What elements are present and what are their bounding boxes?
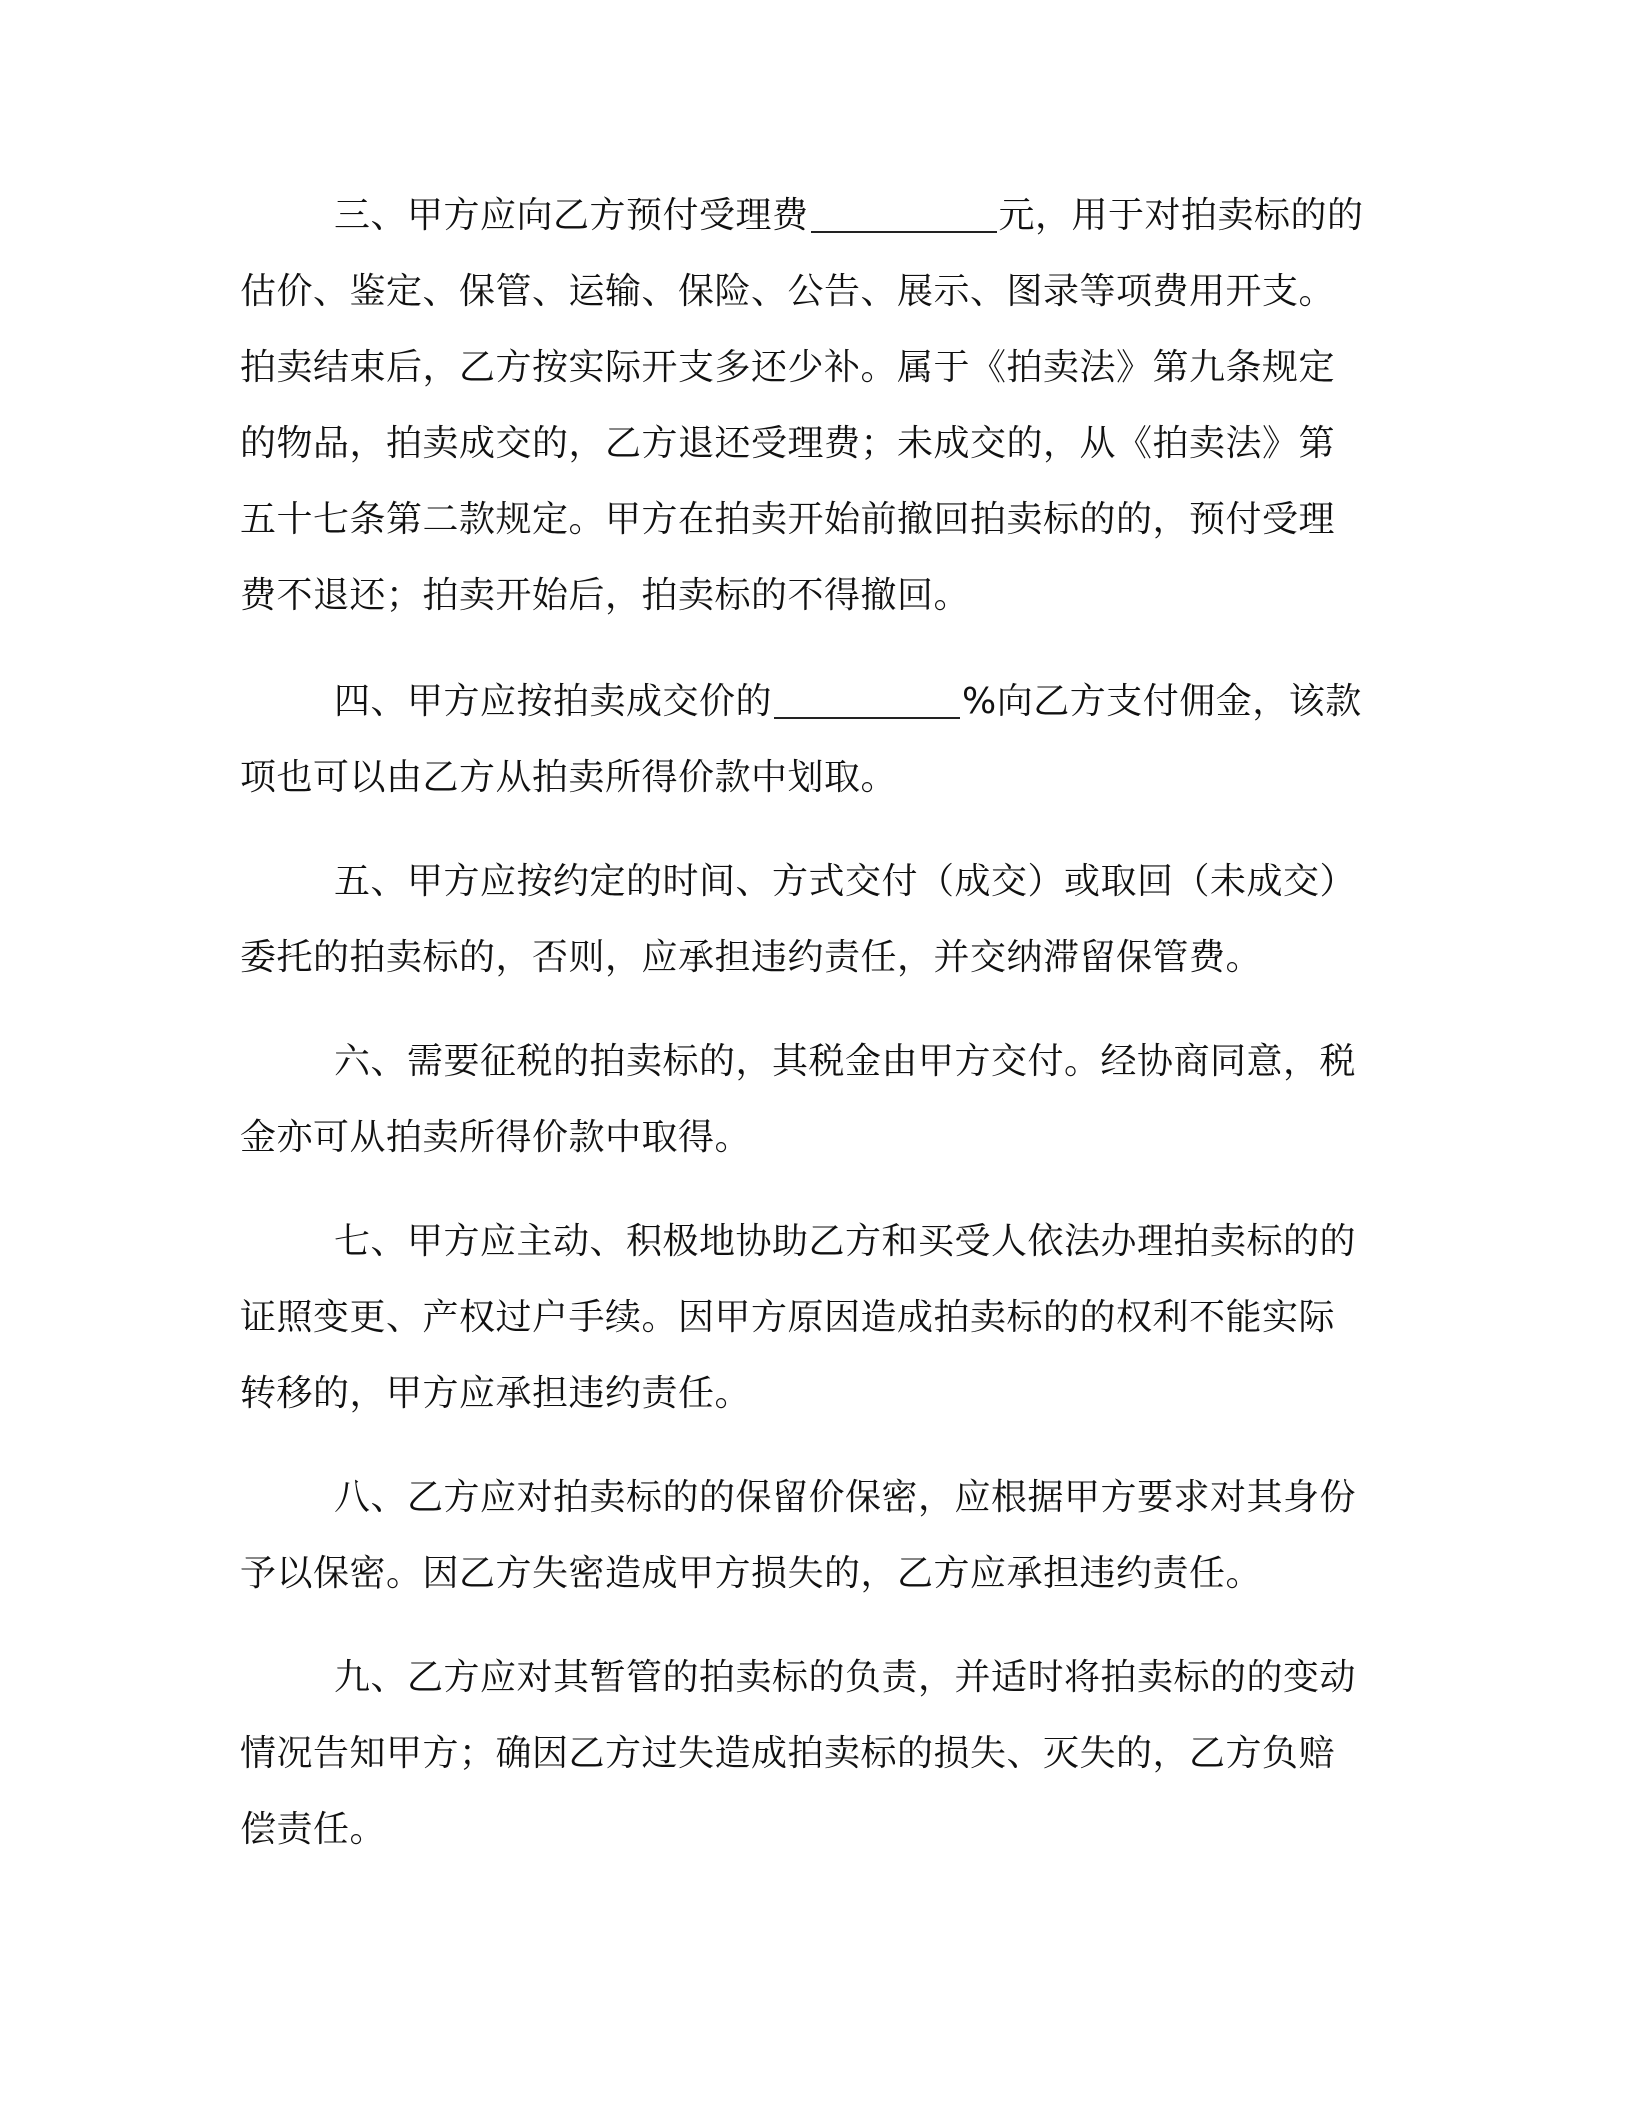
clause-9-line-3: 偿责任。 (240, 1809, 387, 1850)
clause-6-line-1: 六、需要征税的拍卖标的，其税金由甲方交付。经协商同意，税 (334, 1041, 1357, 1082)
clause-3-line-5: 五十七条第二款规定。甲方在拍卖开始前撤回拍卖标的的，预付受理 (240, 499, 1336, 540)
clause-3-line-2: 估价、鉴定、保管、运输、保险、公告、展示、图录等项费用开支。 (240, 271, 1336, 312)
clause-8-line-1: 八、乙方应对拍卖标的的保留价保密，应根据甲方要求对其身份 (334, 1477, 1357, 1518)
clause-8-line-2: 予以保密。因乙方失密造成甲方损失的，乙方应承担违约责任。 (240, 1553, 1263, 1594)
clause-7-line-3: 转移的，甲方应承担违约责任。 (240, 1373, 752, 1414)
clause-3-line-6: 费不退还；拍卖开始后，拍卖标的不得撤回。 (240, 575, 971, 616)
commission-rate-blank (774, 677, 960, 719)
clause-3-line-3: 拍卖结束后，乙方按实际开支多还少补。属于《拍卖法》第九条规定 (240, 347, 1336, 388)
clause-3-text-before-blank: 三、甲方应向乙方预付受理费 (334, 195, 809, 236)
clause-4-line-1 (334, 672, 1362, 732)
clause-3-line-1 (334, 186, 1364, 246)
clause-4-text-after-blank: %向乙方支付佣金，该款 (962, 681, 1362, 722)
clause-7-line-1: 七、甲方应主动、积极地协助乙方和买受人依法办理拍卖标的的 (334, 1221, 1357, 1262)
clause-7-line-2: 证照变更、产权过户手续。因甲方原因造成拍卖标的的权利不能实际 (240, 1297, 1336, 1338)
clause-3-text-after-blank: 元，用于对拍卖标的的 (998, 195, 1364, 236)
fee-amount-blank (811, 191, 997, 233)
clause-9-line-2: 情况告知甲方；确因乙方过失造成拍卖标的损失、灭失的，乙方负赔 (240, 1733, 1336, 1774)
clause-6-line-2: 金亦可从拍卖所得价款中取得。 (240, 1117, 752, 1158)
clause-4-line-2: 项也可以由乙方从拍卖所得价款中划取。 (240, 757, 898, 798)
clause-5-line-2: 委托的拍卖标的，否则，应承担违约责任，并交纳滞留保管费。 (240, 937, 1263, 978)
clause-3-line-4: 的物品，拍卖成交的，乙方退还受理费；未成交的，从《拍卖法》第 (240, 423, 1336, 464)
clause-4-text-before-blank: 四、甲方应按拍卖成交价的 (334, 681, 773, 722)
clause-9-line-1: 九、乙方应对其暂管的拍卖标的负责，并适时将拍卖标的的变动 (334, 1657, 1357, 1698)
clause-5-line-1: 五、甲方应按约定的时间、方式交付（成交）或取回（未成交） (334, 861, 1357, 902)
